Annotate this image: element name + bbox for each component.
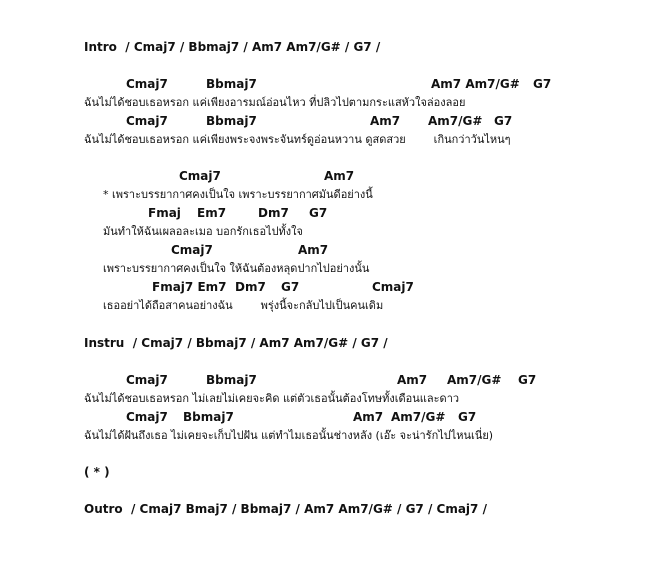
chord: Am7 — [353, 410, 384, 424]
chord: Bbmaj7 — [206, 77, 257, 91]
chord: Fmaj7 Em7 — [152, 280, 227, 294]
chord: Cmaj7 — [179, 169, 221, 183]
chord: Cmaj7 — [171, 243, 213, 257]
lyric-line: เธออย่าได้ถือสาคนอย่างฉัน พรุ่งนี้จะกลับไปเป็นคนเดิม — [103, 299, 384, 312]
lyric-line: ฉันไม่ได้ชอบเธอหรอก แค่เพียงอารมณ์อ่อนไหว ที่ปลิวไปตามกระแสหัวใจล่องลอย — [84, 96, 466, 109]
outro-line: Outro / Cmaj7 Bmaj7 / Bbmaj7 / Am7 Am7/G# / G7 / Cmaj7 / — [84, 502, 487, 516]
chord: Cmaj7 — [126, 114, 168, 128]
chord: Cmaj7 — [126, 373, 168, 387]
chord: Bbmaj7 — [183, 410, 234, 424]
repeat-marker: ( * ) — [84, 465, 110, 479]
lyric-line: * เพราะบรรยากาศคงเป็นใจ เพราะบรรยากาศมันดีอย่างนี้ — [103, 188, 373, 201]
chord: Cmaj7 — [126, 77, 168, 91]
chord: Am7/G# — [428, 114, 483, 128]
chord: G7 — [494, 114, 513, 128]
chord: Bbmaj7 — [206, 373, 257, 387]
chord: Am7/G# — [391, 410, 446, 424]
lyric-line: มันทำให้ฉันเผลอละเมอ บอกรักเธอไปทั้งใจ — [103, 225, 303, 238]
chord: Dm7 — [258, 206, 289, 220]
chord: Am7 Am7/G# — [431, 77, 520, 91]
chord: Em7 — [197, 206, 227, 220]
chord: G7 — [281, 280, 300, 294]
chord: Am7 — [370, 114, 401, 128]
lyric-line: เพราะบรรยากาศคงเป็นใจ ให้ฉันต้องหลุดปากไปอย่างนั้น — [103, 262, 370, 275]
lyric-line: ฉันไม่ได้ชอบเธอหรอก แค่เพียงพระจงพระจันทร์ดูอ่อนหวาน ดูสดสวย เกินกว่าวันไหนๆ — [84, 133, 511, 146]
chord: Am7 — [298, 243, 329, 257]
chord: Am7/G# — [447, 373, 502, 387]
instru-line: Instru / Cmaj7 / Bbmaj7 / Am7 Am7/G# / G7 / — [84, 336, 388, 350]
chord: Am7 — [324, 169, 355, 183]
chord: G7 — [533, 77, 552, 91]
lyric-line: ฉันไม่ได้ชอบเธอหรอก ไม่เลยไม่เคยจะคิด แต่ตัวเธอนั้นต้องโทษทั้งเดือนและดาว — [84, 392, 460, 405]
chord: G7 — [518, 373, 537, 387]
chord: G7 — [458, 410, 477, 424]
chord: Fmaj — [148, 206, 181, 220]
chord: Am7 — [397, 373, 428, 387]
chord: Cmaj7 — [126, 410, 168, 424]
chord: G7 — [309, 206, 328, 220]
chord: Dm7 — [235, 280, 266, 294]
lyric-line: ฉันไม่ได้ฝันถึงเธอ ไม่เคยจะเก็บไปฝัน แต่ทำไมเธอนั้นช่างหลัง (เอ๊ะ จะน่ารักไปไหนเนี่ย) — [84, 429, 494, 442]
intro-line: Intro / Cmaj7 / Bbmaj7 / Am7 Am7/G# / G7 / — [84, 40, 381, 54]
chord: Cmaj7 — [372, 280, 414, 294]
chord: Bbmaj7 — [206, 114, 257, 128]
